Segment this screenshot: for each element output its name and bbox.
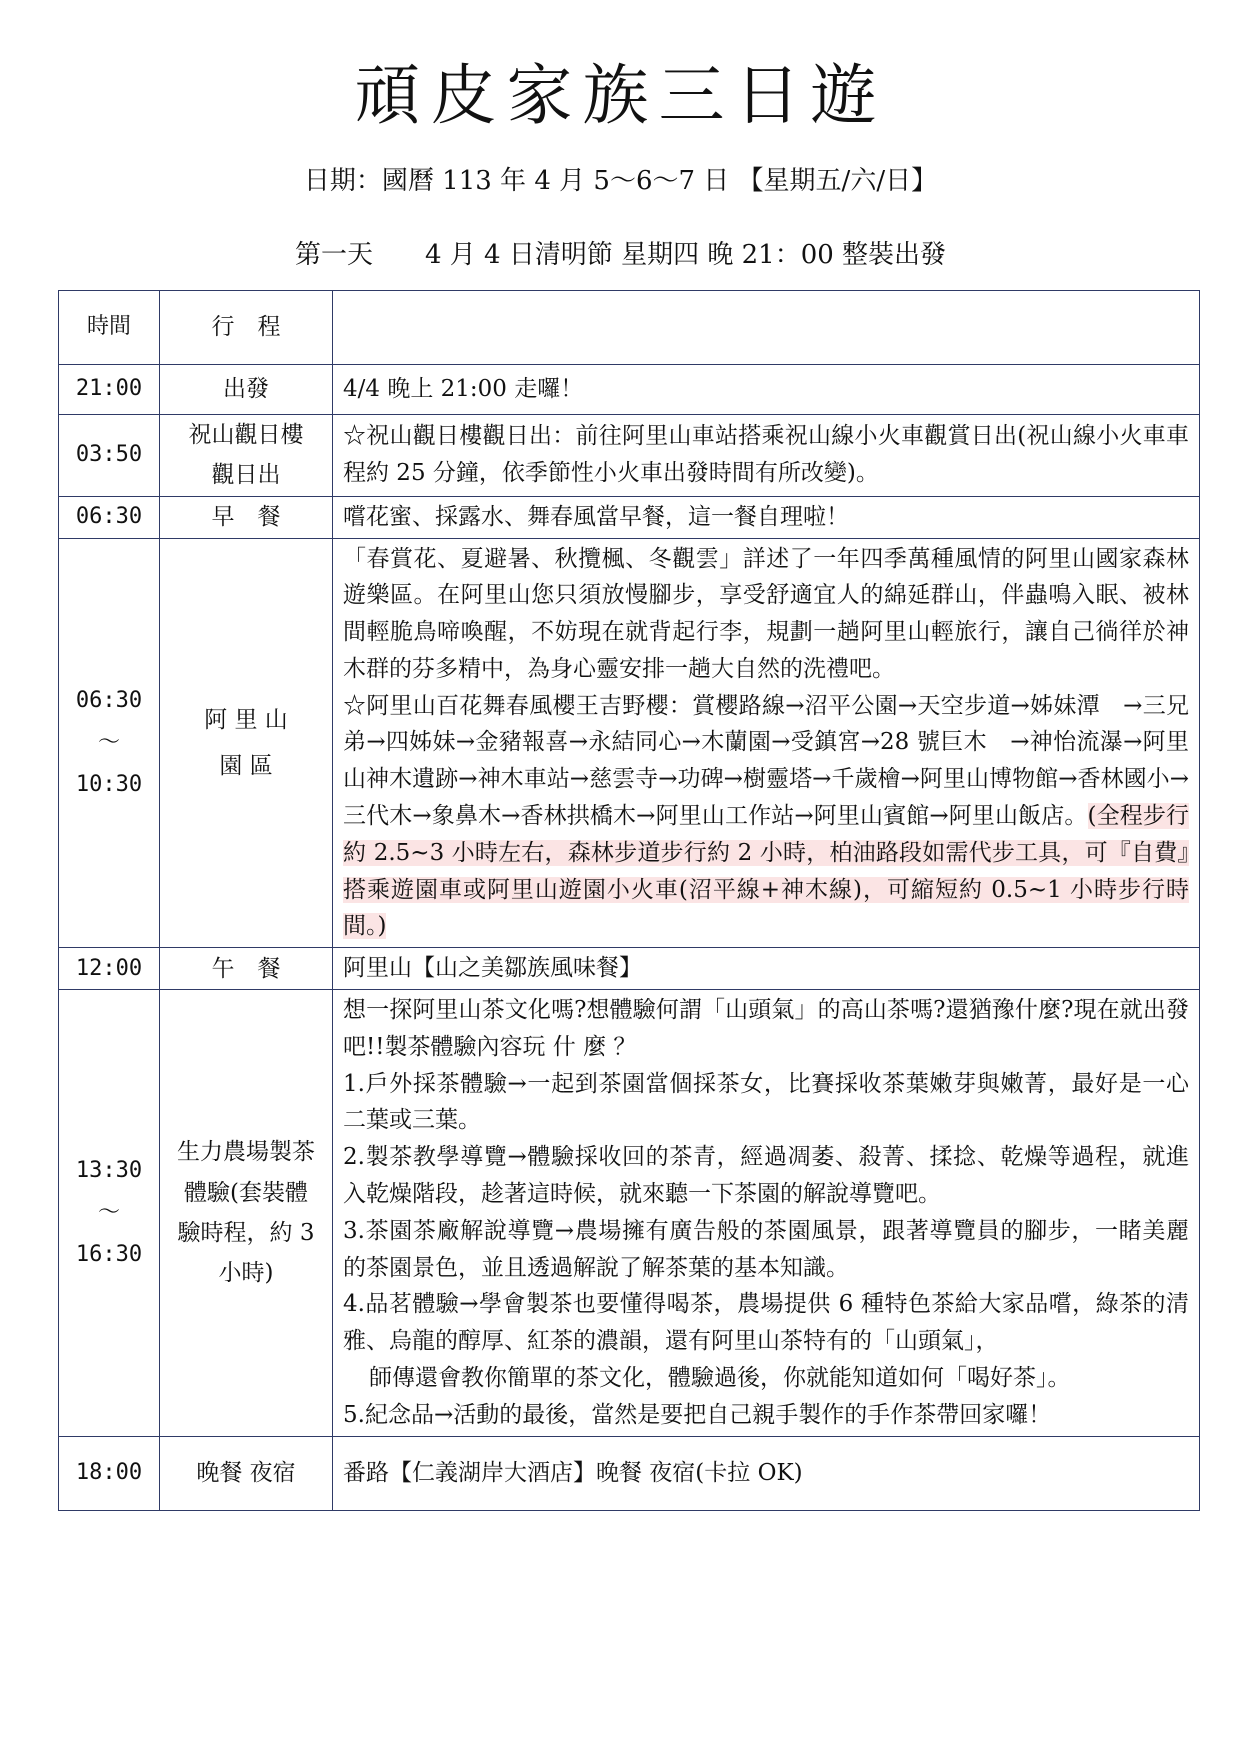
time-end: 10:30 — [75, 771, 143, 797]
row-description: 4/4 晚上 21:00 走囉！ — [333, 365, 1200, 415]
row-time: 12:00 — [59, 948, 160, 990]
tea-item: 5.紀念品→活動的最後，當然是要把自己親手製作的手作茶帶回家囉！ — [343, 1401, 1052, 1428]
row-activity: 生力農場製茶體驗(套裝體驗時程，約 3 小時) — [160, 990, 333, 1437]
row-description: 阿里山【山之美鄒族風味餐】 — [333, 948, 1200, 990]
row-time: 06:30 — [59, 496, 160, 538]
table-row — [59, 496, 1200, 538]
time-start: 06:30 — [75, 688, 143, 714]
table-row — [59, 538, 1200, 948]
row-time: 18:00 — [59, 1436, 160, 1510]
activity-line: 園 區 — [219, 752, 273, 779]
time-start: 13:30 — [75, 1158, 143, 1184]
row-time: 21:00 — [59, 365, 160, 415]
row-activity: 祝山觀日樓觀日出 — [160, 415, 333, 497]
tea-item: 2.製茶教學導覽→體驗採收回的茶青，經過凋萎、殺菁、揉捻、乾燥等過程，就進入乾燥階段，趁著這時候，就來聽一下茶園的解說導覽吧。 — [343, 1144, 1189, 1208]
table-row — [59, 1436, 1200, 1510]
row-description — [333, 990, 1200, 1437]
activity-line: 阿 里 山 — [204, 706, 288, 733]
table-header-row — [59, 291, 1200, 365]
tea-intro: 想一探阿里山茶文化嗎?想體驗何謂「山頭氣」的高山茶嗎?還猶豫什麼?現在就出發吧!!製茶體驗內容玩 什 麼 ？ — [343, 997, 1189, 1060]
day-one-heading: 第一天 4 月 4 日清明節 星期四 晚 21：00 整裝出發 — [294, 240, 947, 270]
row-description — [333, 538, 1200, 948]
header-description — [333, 291, 1200, 365]
time-end: 16:30 — [75, 1241, 143, 1267]
table-row — [59, 365, 1200, 415]
trip-date-line: 日期：國曆 113 年 4 月 5～6～7 日 【星期五/六/日】 — [303, 166, 938, 196]
row-activity — [160, 538, 333, 948]
tea-item: 4.品茗體驗→學會製茶也要懂得喝茶，農場提供 6 種特色茶給大家品嚐，綠茶的清雅、烏龍的醇厚、紅茶的濃韻，還有阿里山茶特有的「山頭氣」， — [343, 1291, 1189, 1355]
tea-item: 3.茶園茶廠解說導覽→農場擁有廣告般的茶園風景，跟著導覽員的腳步，一睹美麗的茶園景色，並且透過解說了解茶葉的基本知識。 — [343, 1217, 1189, 1281]
header-time: 時間 — [59, 291, 160, 365]
tea-item: 師傳還會教你簡單的茶文化，體驗過後，你就能知道如何「喝好茶」。 — [369, 1365, 1071, 1392]
time-separator: ～ — [97, 1199, 120, 1225]
row-time: 03:50 — [59, 415, 160, 497]
row-activity: 午 餐 — [160, 948, 333, 990]
table-row — [59, 948, 1200, 990]
cherry-route — [343, 688, 1189, 946]
time-separator: ～ — [97, 729, 120, 755]
table-row — [59, 415, 1200, 497]
row-activity: 晚餐 夜宿 — [160, 1436, 333, 1510]
row-description: ☆祝山觀日樓觀日出：前往阿里山車站搭乘祝山線小火車觀賞日出(祝山線小火車車程約 25 分鐘，依季節性小火車出發時間有所改變)。 — [333, 415, 1200, 497]
header-activity: 行 程 — [160, 291, 333, 365]
itinerary-table — [58, 290, 1200, 1511]
row-activity: 出發 — [160, 365, 333, 415]
row-activity: 早 餐 — [160, 496, 333, 538]
page-title: 頑皮家族三日遊 — [354, 57, 887, 134]
cherry-route-text: ☆阿里山百花舞春風櫻王吉野櫻：賞櫻路線→沼平公園→天空步道→姊妹潭 →三兄弟→四姊妹→金豬報喜→永結同心→木蘭園→受鎮宮→28 號巨木 →神怡流瀑→阿里山神木遺跡→神木車站→慈雲寺→功碑→樹靈塔→千歲檜→阿里山博物館→香林國小→三代木→象鼻木→香林拱橋木→阿里山工作站→阿里山賓館→阿里山飯店。 — [343, 692, 1189, 830]
alishan-intro: 「春賞花、夏避暑、秋攬楓、冬觀雲」詳述了一年四季萬種風情的阿里山國家森林遊樂區。在阿里山您只須放慢腳步，享受舒適宜人的綿延群山，伴蟲鳴入眠、被林間輕脆鳥啼喚醒，不妨現在就背起行李，規劃一趟阿里山輕旅行，讓自己徜徉於神木群的芬多精中，為身心靈安排一趟大自然的洗禮吧。 — [343, 545, 1189, 682]
row-description: 番路【仁義湖岸大酒店】晚餐 夜宿(卡拉 OK) — [333, 1436, 1200, 1510]
row-description: 嚐花蜜、採露水、舞春風當早餐，這一餐自理啦！ — [333, 496, 1200, 538]
table-row — [59, 990, 1200, 1437]
row-time — [59, 538, 160, 948]
tea-item: 1.戶外採茶體驗→一起到茶園當個採茶女，比賽採收茶葉嫩芽與嫩菁，最好是一心二葉或三葉。 — [343, 1070, 1189, 1134]
row-time — [59, 990, 160, 1437]
walking-time-note: (全程步行約 2.5~3 小時左右，森林步道步行約 2 小時，柏油路段如需代步工具，可『自費』搭乘遊園車或阿里山遊園小火車(沼平線+神木線)，可縮短約 0.5~1 小時步行時間。) — [343, 803, 1189, 940]
